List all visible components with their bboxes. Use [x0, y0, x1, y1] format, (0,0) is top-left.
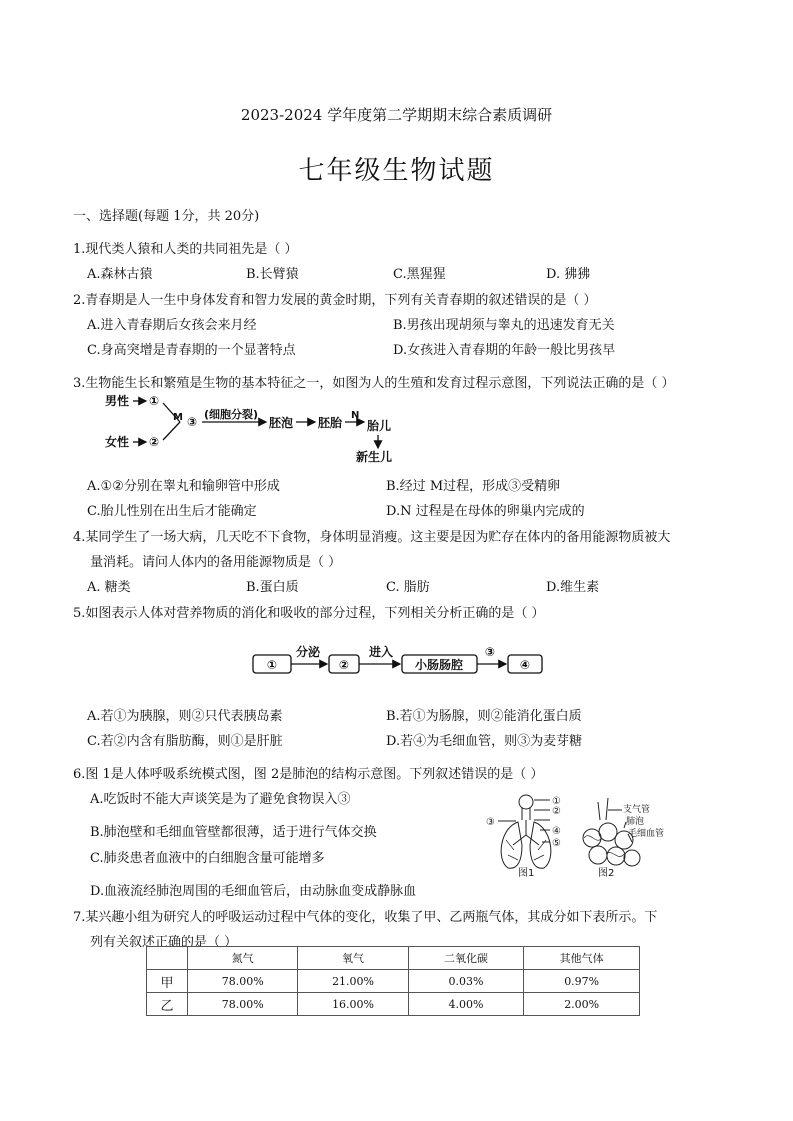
table-cell: 78.00%	[188, 970, 298, 993]
q6-option-a: A.吃饭时不能大声谈笑是为了避免食物误入③	[90, 792, 351, 807]
fig1-label-2: ②	[552, 806, 561, 817]
q6-option-c: C.肺炎患者血液中的白细胞含量可能增多	[90, 851, 325, 866]
division-label: (细胞分裂)	[204, 408, 259, 421]
question-1-stem: 1.现代类人猿和人类的共同祖先是（ ）	[73, 242, 298, 257]
fetus-label: 胎儿	[367, 419, 392, 433]
flow-arrow-2-label: 进入	[368, 645, 394, 659]
female-label: 女性	[105, 435, 130, 449]
digestion-flow-diagram	[250, 645, 550, 680]
circle-2: ②	[149, 435, 160, 449]
q4-option-c: C. 脂肪	[386, 580, 430, 595]
flow-box-1: ①	[266, 658, 278, 672]
q6-option-d: D.血液流经肺泡周围的毛细血管后，由动脉血变成静脉血	[90, 884, 417, 899]
table-cell: 16.00%	[298, 993, 408, 1016]
table-row	[147, 970, 640, 993]
question-2-stem: 2.青春期是人一生中身体发育和智力发展的黄金时期，下列有关青春期的叙述错误的是（ ）	[73, 293, 597, 308]
q2-option-c: C.身高突增是青春期的一个显著特点	[87, 343, 296, 358]
table-header-cell: 氧气	[298, 947, 408, 970]
fig2-label-alveolus: 肺泡	[626, 817, 645, 827]
question-4-stem-line2: 量消耗。请问人体内的备用能源物质是（ ）	[90, 555, 342, 570]
q4-option-a: A. 糖类	[87, 580, 131, 595]
table-cell: 0.97%	[524, 970, 640, 993]
table-header-cell: 二氧化碳	[408, 947, 524, 970]
respiratory-figures	[478, 790, 708, 878]
table-row-label: 甲	[147, 970, 188, 993]
question-7-stem-line2: 列有关叙述正确的是（ ）	[90, 935, 238, 950]
respiratory-system-figure	[498, 795, 551, 868]
q2-option-a: A.进入青春期后女孩会来月经	[87, 318, 257, 333]
fig2-label-capillary: 毛细血管	[628, 829, 665, 839]
embryo-label: 胚胎	[318, 416, 343, 430]
q4-option-d: D.维生素	[546, 580, 600, 595]
fig2-label-bronchus: 支气管	[623, 805, 651, 815]
question-7-stem-line1: 7.某兴趣小组为研究人的呼吸运动过程中气体的变化，收集了甲、乙两瓶气体，其成分如下表所示。下	[73, 910, 658, 925]
q3-option-d: D.N 过程是在母体的卵巢内完成的	[386, 504, 585, 519]
male-label: 男性	[105, 394, 130, 408]
q5-option-b: B.若①为肠腺，则②能消化蛋白质	[386, 709, 582, 724]
q1-option-d: D. 狒狒	[546, 267, 591, 282]
q3-option-c: C.胎儿性别在出生后才能确定	[87, 504, 257, 519]
table-cell: 4.00%	[408, 993, 524, 1016]
table-header-cell: 氮气	[188, 947, 298, 970]
newborn-label: 新生儿	[356, 450, 393, 464]
table-header-cell	[147, 947, 188, 970]
question-5-stem: 5.如图表示人体对营养物质的消化和吸收的部分过程，下列相关分析正确的是（ ）	[73, 606, 545, 621]
q5-option-c: C.若②内含有脂肪酶，则①是肝脏	[87, 734, 283, 749]
table-row	[147, 993, 640, 1016]
question-4-stem-line1: 4.某同学生了一场大病，几天吃不下食物，身体明显消瘦。这主要是因为贮存在体内的备用能源物质被大	[73, 530, 671, 545]
blastocyst-label: 胚泡	[269, 416, 294, 430]
q1-option-c: C.黑猩猩	[393, 267, 446, 282]
flow-box-4: ④	[519, 658, 531, 672]
q3-option-a: A.①②分别在睾丸和输卵管中形成	[87, 479, 280, 494]
n-label: N	[351, 410, 360, 421]
table-cell: 0.03%	[408, 970, 524, 993]
exam-title: 七年级生物试题	[298, 156, 495, 186]
q3-option-b: B.经过 M过程，形成③受精卵	[386, 479, 561, 494]
table-cell: 21.00%	[298, 970, 408, 993]
m-label: M	[173, 412, 183, 423]
question-6-stem: 6.图 1是人体呼吸系统模式图，图 2是肺泡的结构示意图。下列叙述错误的是（ ）	[73, 767, 544, 782]
q1-option-b: B.长臂猿	[246, 267, 299, 282]
fig2-caption: 图2	[598, 868, 615, 878]
flow-arrow-3-label: ③	[484, 645, 496, 659]
gas-composition-table	[146, 946, 640, 1016]
table-row-label: 乙	[147, 993, 188, 1016]
q5-option-a: A.若①为胰腺，则②只代表胰岛素	[87, 709, 283, 724]
fig1-label-5: ⑤	[552, 838, 561, 849]
fig1-label-1: ①	[552, 796, 561, 807]
reproduction-diagram	[100, 390, 420, 468]
circle-3: ③	[187, 415, 198, 429]
question-3-stem: 3.生物能生长和繁殖是生物的基本特征之一，如图为人的生殖和发育过程示意图，下列说法正确的是（ ）	[73, 376, 675, 391]
table-header-cell: 其他气体	[524, 947, 640, 970]
q4-option-b: B.蛋白质	[246, 580, 299, 595]
flow-box-3: 小肠肠腔	[414, 658, 464, 672]
table-header-row	[147, 947, 640, 970]
q5-option-d: D.若④为毛细血管，则③为麦芽糖	[386, 734, 583, 749]
q2-option-d: D.女孩进入青春期的年龄一般比男孩早	[393, 343, 616, 358]
fig1-label-3: ③	[486, 817, 495, 828]
flow-box-2: ②	[338, 658, 350, 672]
q2-option-b: B.男孩出现胡须与睾丸的迅速发育无关	[393, 318, 615, 333]
section-heading: 一、选择题(每题 1分，共 20分)	[73, 209, 260, 224]
q6-option-b: B.肺泡壁和毛细血管壁都很薄，适于进行气体交换	[90, 825, 377, 840]
circle-1: ①	[149, 394, 160, 408]
flow-arrow-1-label: 分泌	[295, 645, 321, 659]
table-cell: 2.00%	[524, 993, 640, 1016]
fig1-caption: 图1	[518, 868, 535, 878]
q1-option-a: A.森林古猿	[87, 267, 153, 282]
exam-subtitle: 2023-2024 学年度第二学期期末综合素质调研	[240, 106, 553, 124]
fig1-label-4: ④	[552, 826, 561, 837]
table-cell: 78.00%	[188, 993, 298, 1016]
